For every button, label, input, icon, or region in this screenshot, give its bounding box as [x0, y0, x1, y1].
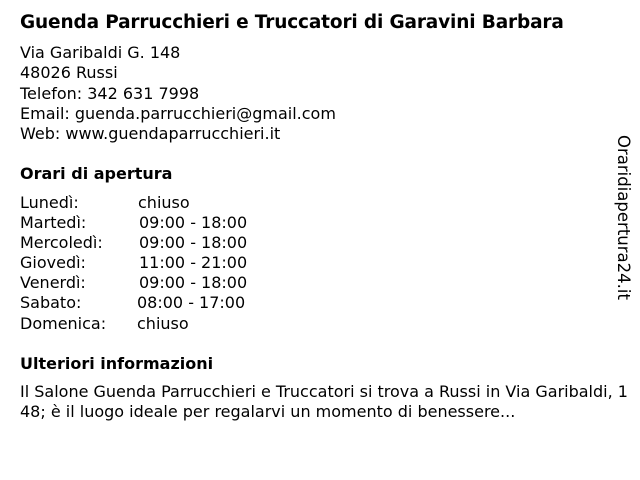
hours-value: 09:00 - 18:00 [139, 273, 248, 293]
day-label: Domenica: [20, 313, 107, 333]
hours-value: 09:00 - 18:00 [139, 213, 248, 233]
email-address: Email: guenda.parrucchieri@gmail.com [20, 103, 336, 123]
contact-info [20, 43, 336, 144]
hours-value: chiuso [137, 313, 189, 333]
more-info-heading: Ulteriori informazioni [20, 354, 214, 373]
address-city: 48026 Russi [20, 63, 118, 83]
address-street: Via Garibaldi G. 148 [20, 43, 181, 62]
hours-value: chiuso [138, 193, 190, 212]
opening-hours-heading: Orari di apertura [20, 164, 173, 183]
hours-value: 11:00 - 21:00 [139, 253, 248, 273]
hours-value: 09:00 - 18:00 [139, 233, 248, 253]
page-title: Guenda Parrucchieri e Truccatori di Garavini Barbara [20, 12, 564, 33]
day-label: Sabato: [20, 293, 82, 313]
day-label: Giovedì: [20, 253, 86, 273]
more-info-text: Il Salone Guenda Parrucchieri e Truccatori si trova a Russi in Via Garibaldi, 148; è il luogo ideale per regalarvi un momento di benessere... [20, 382, 628, 421]
brand-watermark: Oraridiapertura24.it [614, 135, 633, 300]
website: Web: www.guendaparrucchieri.it [20, 124, 281, 144]
day-label: Venerdì: [20, 273, 86, 293]
day-label: Mercoledì: [20, 233, 103, 253]
phone-number: Telefon: 342 631 7998 [20, 83, 200, 103]
day-label: Lunedì: [20, 193, 79, 212]
day-label: Martedì: [20, 213, 87, 233]
hours-value: 08:00 - 17:00 [137, 293, 246, 313]
